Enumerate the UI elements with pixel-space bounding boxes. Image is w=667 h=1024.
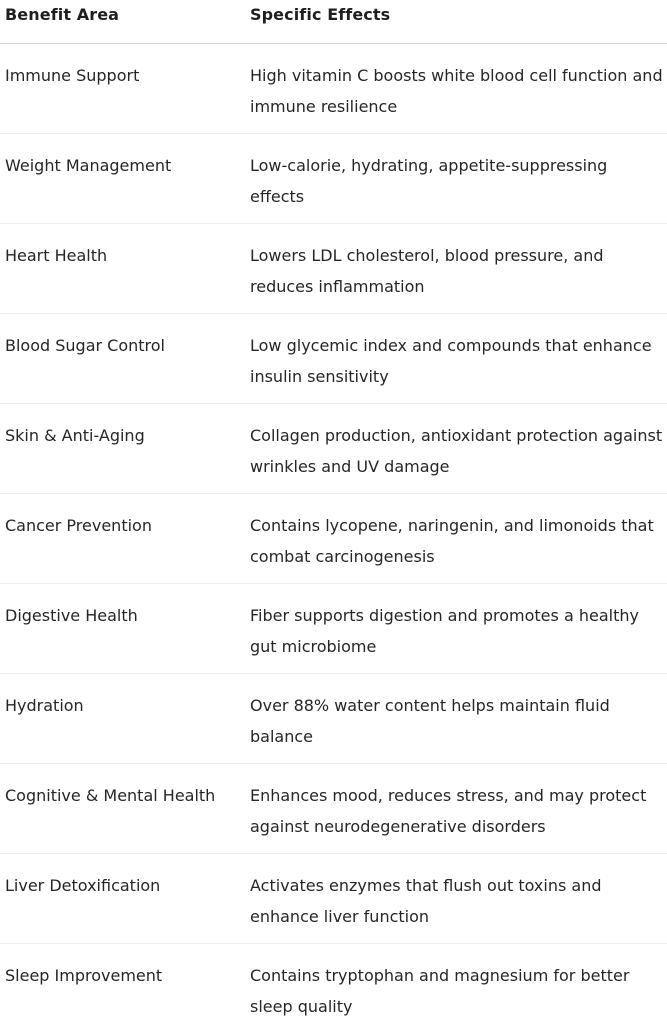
benefit-area-cell: Blood Sugar Control — [5, 336, 165, 355]
table-row — [0, 584, 667, 674]
benefit-area-cell: Skin & Anti-Aging — [5, 426, 145, 445]
benefit-area-cell: Weight Management — [5, 156, 172, 175]
specific-effects-cell: Low-calorie, hydrating, appetite-suppressing effects — [250, 156, 608, 206]
benefit-area-cell: Liver Detoxification — [5, 876, 161, 895]
table-row — [0, 314, 667, 404]
benefit-area-cell: Digestive Health — [5, 606, 138, 625]
table-row — [0, 494, 667, 584]
table-row — [0, 764, 667, 854]
specific-effects-cell: High vitamin C boosts white blood cell function and immune resilience — [250, 66, 663, 116]
header-benefit-area: Benefit Area — [5, 5, 120, 24]
table-row — [0, 224, 667, 314]
benefit-area-cell: Immune Support — [5, 66, 140, 85]
specific-effects-cell: Contains tryptophan and magnesium for better sleep quality — [250, 966, 630, 1016]
specific-effects-cell: Lowers LDL cholesterol, blood pressure, and reduces inflammation — [250, 246, 604, 296]
benefit-area-cell: Heart Health — [5, 246, 108, 265]
specific-effects-cell: Fiber supports digestion and promotes a healthy gut microbiome — [250, 606, 639, 656]
specific-effects-cell: Enhances mood, reduces stress, and may protect against neurodegenerative disorders — [250, 786, 647, 836]
table-body — [0, 44, 667, 1024]
table-row — [0, 134, 667, 224]
benefit-area-cell: Hydration — [5, 696, 84, 715]
benefit-area-cell: Cognitive & Mental Health — [5, 786, 216, 805]
specific-effects-cell: Collagen production, antioxidant protection against wrinkles and UV damage — [250, 426, 663, 476]
specific-effects-cell: Over 88% water content helps maintain fluid balance — [250, 696, 610, 746]
table-row — [0, 44, 667, 134]
benefit-area-cell: Cancer Prevention — [5, 516, 152, 535]
table-row — [0, 404, 667, 494]
table-row — [0, 674, 667, 764]
table-row — [0, 944, 667, 1024]
specific-effects-cell: Low glycemic index and compounds that enhance insulin sensitivity — [250, 336, 652, 386]
benefit-area-cell: Sleep Improvement — [5, 966, 163, 985]
table-row — [0, 854, 667, 944]
header-specific-effects: Specific Effects — [250, 5, 391, 24]
specific-effects-cell: Activates enzymes that flush out toxins and enhance liver function — [250, 876, 602, 926]
specific-effects-cell: Contains lycopene, naringenin, and limonoids that combat carcinogenesis — [250, 516, 654, 566]
table-header-row — [0, 0, 667, 44]
